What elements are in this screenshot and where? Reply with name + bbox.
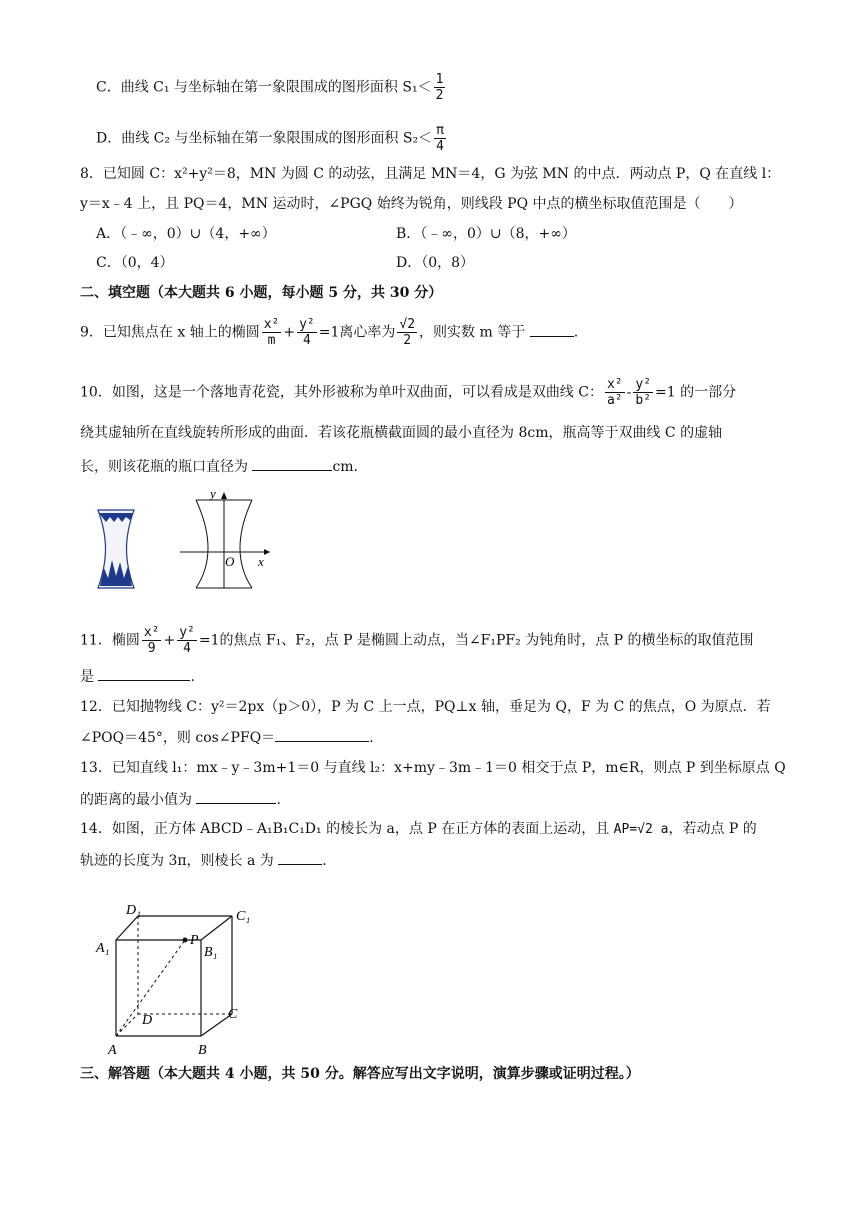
answer-blank[interactable] bbox=[275, 727, 369, 742]
q13-line1: 13．已知直线 l₁：mx﹣y﹣3m+1＝0 与直线 l₂：x+my﹣3m﹣1＝0 相交于点 P，m∈R，则点 P 到坐标原点 Q bbox=[80, 760, 786, 776]
q8-option-a: A．（﹣∞，0）∪（4，+∞） bbox=[96, 226, 276, 242]
q7-option-c: C．曲线 C₁ 与坐标轴在第一象限围成的图形面积 S₁＜ $\frac{1}{2}$ bbox=[96, 72, 444, 103]
label-d1: D₁ bbox=[126, 903, 141, 918]
label-a: A bbox=[108, 1043, 117, 1058]
q8-option-d: D．（0，8） bbox=[396, 255, 475, 271]
q14-line1: 14．如图，正方体 ABCD﹣A₁B₁C₁D₁ 的棱长为 a，点 P 在正方体的表面上运动，且 AP=√2 a，若动点 P 的 bbox=[80, 821, 757, 837]
ap-expression: AP=√2 a bbox=[613, 822, 669, 837]
q10-line1: 10．如图，这是一个落地青花瓷，其外形被称为单叶双曲面，可以看成是双曲线 C： $\frac{\text{x²}}{\text{a²}}$ - $\frac{\text{y²}}{\text{b²}}$ =1 的一部分 bbox=[80, 377, 737, 408]
q8-line2: y＝x﹣4 上，且 PQ＝4，MN 运动时，∠PGQ 始终为锐角，则线段 PQ 中点的横坐标取值范围是（ ） bbox=[80, 196, 743, 212]
fraction: $\frac{\text{y²}}{4}$ bbox=[299, 317, 315, 348]
q14-line2: 轨迹的长度为 3π，则棱长 a 为 . bbox=[80, 850, 327, 871]
q8-option-b: B．（﹣∞，0）∪（8，+∞） bbox=[396, 226, 576, 242]
label-a1: A₁ bbox=[96, 941, 110, 956]
q8-line1: 8．已知圆 C：x²+y²＝8，MN 为圆 C 的动弦，且满足 MN＝4，G 为弦 MN 的中点．两动点 P，Q 在直线 l： bbox=[80, 166, 781, 182]
label-p: P bbox=[190, 933, 199, 948]
vase-image bbox=[94, 508, 138, 590]
fraction: $\frac{\text{x²}}{\text{a²}}$ bbox=[606, 377, 623, 408]
q10-line3: 长，则该花瓶的瓶口直径为 cm． bbox=[80, 456, 368, 477]
label-c1: C₁ bbox=[236, 909, 251, 924]
section-2-heading: 二、填空题（本大题共 6 小题，每小题 5 分，共 30 分） bbox=[80, 285, 443, 301]
fraction: $\frac{√2}{2}$ bbox=[399, 317, 416, 348]
fraction: $\frac{\text{y²}}{\text{b²}}$ bbox=[635, 377, 652, 408]
label-c: C bbox=[228, 1007, 238, 1022]
fraction: $\frac{\text{x²}}{9}$ bbox=[143, 625, 160, 656]
q11-line1: 11．椭圆 $\frac{\text{x²}}{9}$ + $\frac{\text{y²}}{4}$ =1的焦点 F₁、F₂，点 P 是椭圆上动点，当∠F₁PF₂ 为钝角时，点 P 的横坐标的取值范围 bbox=[80, 625, 754, 656]
q12-line1: 12．已知抛物线 C：y²＝2px（p＞0），P 为 C 上一点，PQ⊥x 轴，垂足为 Q，F 为 C 的焦点，O 为原点．若 bbox=[80, 699, 771, 715]
answer-blank[interactable] bbox=[252, 456, 332, 471]
q11-line2: 是 . bbox=[80, 666, 195, 687]
fraction: $\frac{\text{x²}}{m}$ bbox=[263, 317, 280, 348]
q8-option-c: C．（0，4） bbox=[96, 255, 174, 271]
fraction: $\frac{\pi}{4}$ bbox=[436, 123, 444, 154]
q12-line2: ∠POQ＝45°，则 cos∠PFQ＝ . bbox=[80, 727, 374, 748]
fraction: $\frac{\text{y²}}{4}$ bbox=[179, 625, 195, 656]
answer-blank[interactable] bbox=[98, 666, 190, 681]
answer-blank[interactable] bbox=[278, 850, 322, 865]
cube-diagram bbox=[94, 896, 264, 1060]
hyperbola-diagram bbox=[176, 488, 276, 592]
point-p bbox=[183, 938, 188, 943]
y-axis-label: y bbox=[210, 488, 216, 501]
x-axis-label: x bbox=[258, 554, 264, 569]
q7-option-d: D．曲线 C₂ 与坐标轴在第一象限围成的图形面积 S₂＜ $\frac{\pi}{4}$ bbox=[96, 123, 444, 154]
q9: 9．已知焦点在 x 轴上的椭圆 $\frac{\text{x²}}{m}$ + $\frac{\text{y²}}{4}$ =1离心率为 $\frac{√2}{2}$ ，则实数 m 等于 . bbox=[80, 317, 579, 348]
answer-blank[interactable] bbox=[530, 322, 574, 337]
origin-label: O bbox=[225, 554, 235, 569]
section-3-heading: 三、解答题（本大题共 4 小题，共 50 分。解答应写出文字说明，演算步骤或证明过程。） bbox=[80, 1066, 640, 1082]
q10-line2: 绕其虚轴所在直线旋转所形成的曲面．若该花瓶横截面圆的最小直径为 8cm，瓶高等于双曲线 C 的虚轴 bbox=[80, 425, 723, 441]
answer-blank[interactable] bbox=[196, 789, 276, 804]
q13-line2: 的距离的最小值为 . bbox=[80, 789, 281, 810]
label-d: D bbox=[142, 1013, 153, 1028]
fraction: $\frac{1}{2}$ bbox=[435, 72, 444, 103]
label-b1: B₁ bbox=[204, 945, 218, 960]
label-b: B bbox=[198, 1043, 207, 1058]
